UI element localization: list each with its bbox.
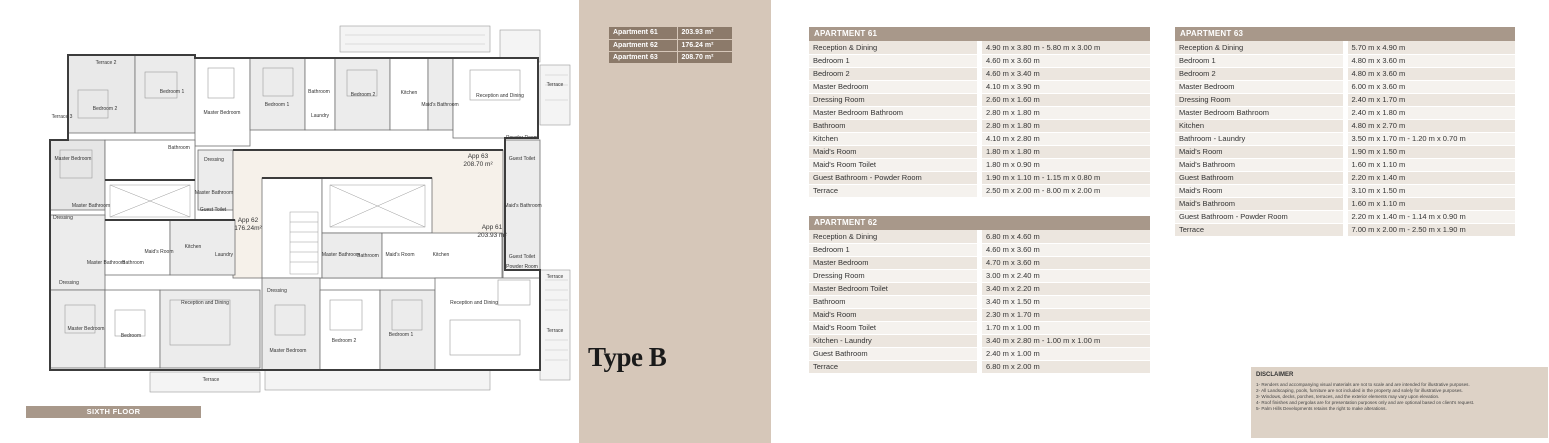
room-name: Master Bedroom Toilet — [809, 282, 980, 295]
apartment-61-table — [809, 27, 1150, 198]
room-name: Kitchen — [809, 132, 980, 145]
room-size: 1.80 m x 1.80 m — [980, 145, 1151, 158]
room-name: Bathroom - Laundry — [1175, 132, 1345, 145]
room-size-row — [809, 54, 1150, 67]
room-label: Terrace — [546, 82, 564, 88]
room-name: Maid's Room Toilet — [809, 321, 980, 334]
room-name: Terrace — [809, 360, 980, 373]
room-label: Kitchen — [184, 244, 202, 250]
room-label: Dressing — [267, 288, 287, 294]
room-label: Bathroom — [308, 89, 330, 95]
room-size-row — [1175, 132, 1515, 145]
room-size: 6.00 m x 3.60 m — [1345, 80, 1515, 93]
room-label: Guest Toilet — [199, 207, 227, 213]
room-size: 2.30 m x 1.70 m — [980, 308, 1151, 321]
room-size: 1.60 m x 1.10 m — [1345, 158, 1515, 171]
area-summary-panel — [579, 0, 771, 443]
disclaimer-line: 5- Palm Hills Developments retains the right to make alterations. — [1256, 406, 1387, 412]
room-name: Reception & Dining — [809, 41, 980, 54]
room-size: 2.60 m x 1.60 m — [980, 93, 1151, 106]
room-size: 2.50 m x 2.00 m - 8.00 m x 2.00 m — [980, 184, 1151, 197]
room-label: Master Bedroom — [67, 326, 105, 332]
room-size: 4.80 m x 3.60 m — [1345, 54, 1515, 67]
room-label: Powder Room — [506, 135, 538, 141]
room-label: Bathroom — [168, 145, 190, 151]
room-size: 4.60 m x 3.40 m — [980, 67, 1151, 80]
room-size: 4.10 m x 2.80 m — [980, 132, 1151, 145]
room-size-row — [1175, 171, 1515, 184]
room-name: Maid's Room — [809, 308, 980, 321]
app-62-area: 176.24m² — [234, 225, 262, 232]
room-label: Reception and Dining — [476, 93, 524, 99]
room-label: Dressing — [59, 280, 79, 286]
room-size: 3.50 m x 1.70 m - 1.20 m x 0.70 m — [1345, 132, 1515, 145]
area-summary-table — [609, 27, 732, 64]
room-size: 1.80 m x 0.90 m — [980, 158, 1151, 171]
room-size: 5.70 m x 4.90 m — [1345, 41, 1515, 54]
room-size-row — [809, 230, 1150, 243]
room-name: Bedroom 2 — [1175, 67, 1345, 80]
room-size-row — [1175, 145, 1515, 158]
room-size-row — [809, 256, 1150, 269]
area-apartment-name: Apartment 61 — [609, 27, 677, 39]
room-size-row — [1175, 54, 1515, 67]
room-size: 4.70 m x 3.60 m — [980, 256, 1151, 269]
floor-plan — [0, 0, 578, 443]
app-61-area: 203.93 m² — [477, 232, 507, 239]
room-size-row — [1175, 223, 1515, 236]
room-size: 2.40 m x 1.00 m — [980, 347, 1151, 360]
disclaimer-line: 2- All Landscaping, pools, furniture are not included in the property and solely for illustrative purposes. — [1256, 388, 1463, 394]
room-name: Master Bedroom — [809, 80, 980, 93]
room-size-row — [809, 184, 1150, 197]
apartment-62-title: APARTMENT 62 — [809, 216, 1150, 230]
room-name: Terrace — [809, 184, 980, 197]
room-size-row — [809, 347, 1150, 360]
room-label: Terrace 3 — [51, 114, 73, 120]
room-name: Bedroom 2 — [809, 67, 980, 80]
room-label: Bathroom — [122, 260, 144, 266]
room-label: Terrace — [546, 328, 564, 334]
room-size-row — [809, 360, 1150, 373]
room-size-row — [809, 106, 1150, 119]
room-size-row — [809, 158, 1150, 171]
area-apartment-name: Apartment 62 — [609, 39, 677, 51]
room-label: Master Bathroom — [194, 190, 234, 196]
room-size: 2.20 m x 1.40 m - 1.14 m x 0.90 m — [1345, 210, 1515, 223]
room-size-row — [809, 243, 1150, 256]
room-label: Reception and Dining — [450, 300, 498, 306]
floor-label: SIXTH FLOOR — [26, 406, 201, 418]
room-label: Kitchen — [432, 252, 450, 258]
room-size: 1.70 m x 1.00 m — [980, 321, 1151, 334]
room-name: Bedroom 1 — [809, 243, 980, 256]
room-size-row — [809, 269, 1150, 282]
room-size-row — [809, 171, 1150, 184]
area-row — [609, 27, 732, 39]
room-label: Master Bathroom — [71, 203, 111, 209]
apartment-63-title: APARTMENT 63 — [1175, 27, 1515, 41]
room-size-row — [809, 308, 1150, 321]
room-size: 1.90 m x 1.10 m - 1.15 m x 0.80 m — [980, 171, 1151, 184]
room-size: 4.90 m x 3.80 m - 5.80 m x 3.00 m — [980, 41, 1151, 54]
room-size-row — [809, 80, 1150, 93]
room-name: Dressing Room — [1175, 93, 1345, 106]
room-label: Laundry — [310, 113, 330, 119]
room-size: 2.80 m x 1.80 m — [980, 119, 1151, 132]
room-label: Terrace — [202, 377, 220, 383]
area-apartment-value: 203.93 m² — [677, 27, 732, 39]
room-name: Kitchen - Laundry — [809, 334, 980, 347]
room-size-row — [1175, 210, 1515, 223]
disclaimer-line: 1- Renders and accompanying visual materials are not to scale and are intended for illustrative purposes. — [1256, 382, 1470, 387]
room-label: Maid's Room — [385, 252, 415, 258]
room-name: Bathroom — [809, 295, 980, 308]
room-label: Reception and Dining — [181, 300, 229, 306]
floor-plan-drawing — [0, 0, 578, 443]
room-size-row — [809, 93, 1150, 106]
room-name: Maid's Bathroom — [1175, 158, 1345, 171]
room-size: 2.40 m x 1.70 m — [1345, 93, 1515, 106]
room-size: 4.80 m x 2.70 m — [1345, 119, 1515, 132]
room-name: Maid's Room — [809, 145, 980, 158]
room-label: Master Bedroom — [269, 348, 307, 354]
app-62-label: App 62 — [237, 217, 259, 224]
room-name: Guest Bathroom - Powder Room — [1175, 210, 1345, 223]
area-row — [609, 51, 732, 63]
room-label: Master Bedroom — [203, 110, 241, 116]
room-size: 1.60 m x 1.10 m — [1345, 197, 1515, 210]
room-size-row — [809, 282, 1150, 295]
type-title: Type B — [588, 342, 667, 372]
room-name: Bedroom 1 — [1175, 54, 1345, 67]
room-size-row — [809, 132, 1150, 145]
room-size: 2.80 m x 1.80 m — [980, 106, 1151, 119]
room-size: 3.00 m x 2.40 m — [980, 269, 1151, 282]
room-label: Terrace 2 — [95, 60, 117, 66]
room-size-row — [809, 67, 1150, 80]
room-size: 1.90 m x 1.50 m — [1345, 145, 1515, 158]
room-name: Kitchen — [1175, 119, 1345, 132]
room-size-row — [1175, 93, 1515, 106]
room-label: Dressing — [53, 215, 73, 221]
room-label: Laundry — [214, 252, 234, 258]
app-63-area: 208.70 m² — [463, 161, 493, 168]
room-label: Kitchen — [400, 90, 418, 96]
room-name: Guest Bathroom — [1175, 171, 1345, 184]
room-size: 4.60 m x 3.60 m — [980, 243, 1151, 256]
room-size-row — [809, 334, 1150, 347]
room-label: Guest Toilet — [508, 156, 536, 162]
room-name: Terrace — [1175, 223, 1345, 236]
room-size: 2.40 m x 1.80 m — [1345, 106, 1515, 119]
area-row — [609, 39, 732, 51]
room-label: Maid's Bathroom — [504, 203, 542, 209]
room-label: Guest Toilet — [508, 254, 536, 260]
room-size-row — [1175, 67, 1515, 80]
room-name: Reception & Dining — [1175, 41, 1345, 54]
room-name: Dressing Room — [809, 93, 980, 106]
room-label: Bedroom 2 — [350, 92, 376, 98]
room-size-row — [1175, 184, 1515, 197]
room-label: Bedroom 1 — [264, 102, 290, 108]
room-name: Master Bedroom Bathroom — [1175, 106, 1345, 119]
room-size-row — [1175, 80, 1515, 93]
room-name: Guest Bathroom — [809, 347, 980, 360]
room-size: 7.00 m x 2.00 m - 2.50 m x 1.90 m — [1345, 223, 1515, 236]
room-label: Bedroom 1 — [159, 89, 185, 95]
room-fills — [50, 55, 540, 370]
area-apartment-value: 208.70 m² — [677, 51, 732, 63]
app-63-label: App 63 — [467, 153, 489, 160]
room-label: Bedroom 2 — [92, 106, 118, 112]
room-name: Bedroom 1 — [809, 54, 980, 67]
room-name: Reception & Dining — [809, 230, 980, 243]
room-label: Powder Room — [506, 264, 538, 270]
room-label: Bedroom 2 — [331, 338, 357, 344]
apartment-61-title: APARTMENT 61 — [809, 27, 1150, 41]
apartment-63-table — [1175, 27, 1515, 237]
room-size-row — [809, 321, 1150, 334]
room-label: Maid's Bathroom — [421, 102, 459, 108]
room-size-row — [809, 295, 1150, 308]
room-size: 3.40 m x 2.80 m - 1.00 m x 1.00 m — [980, 334, 1151, 347]
room-name: Master Bedroom — [809, 256, 980, 269]
room-name: Maid's Bathroom — [1175, 197, 1345, 210]
room-name: Master Bedroom Bathroom — [809, 106, 980, 119]
room-label: Master Bedroom — [54, 156, 92, 162]
room-name: Dressing Room — [809, 269, 980, 282]
disclaimer-line: 4- Roof finishes and pergolas are for presentation purposes only and are optional based on client's request. — [1256, 400, 1475, 406]
room-size-row — [1175, 158, 1515, 171]
room-size: 3.10 m x 1.50 m — [1345, 184, 1515, 197]
room-label: Bathroom — [357, 253, 379, 259]
room-name: Maid's Room — [1175, 184, 1345, 197]
room-label: Dressing — [204, 157, 224, 163]
room-size: 3.40 m x 1.50 m — [980, 295, 1151, 308]
room-size: 2.20 m x 1.40 m — [1345, 171, 1515, 184]
room-size-row — [1175, 106, 1515, 119]
room-size: 4.80 m x 3.60 m — [1345, 67, 1515, 80]
area-apartment-value: 176.24 m² — [677, 39, 732, 51]
disclaimer-box — [1251, 367, 1548, 438]
room-size: 6.80 m x 4.60 m — [980, 230, 1151, 243]
room-size-row — [1175, 41, 1515, 54]
room-size-row — [1175, 119, 1515, 132]
room-name: Guest Bathroom - Powder Room — [809, 171, 980, 184]
room-label: Maid's Room — [144, 249, 174, 255]
room-size: 3.40 m x 2.20 m — [980, 282, 1151, 295]
room-name: Bathroom — [809, 119, 980, 132]
room-size-row — [809, 145, 1150, 158]
room-name: Maid's Room Toilet — [809, 158, 980, 171]
room-size: 4.10 m x 3.90 m — [980, 80, 1151, 93]
disclaimer-line: 3- Windows, decks, porches, terraces, and the exterior elements may vary upon elevation. — [1256, 394, 1440, 400]
room-size-row — [809, 41, 1150, 54]
room-name: Master Bedroom — [1175, 80, 1345, 93]
room-label: Master Bathroom — [321, 252, 361, 258]
room-label: Terrace — [546, 274, 564, 280]
room-size-row — [809, 119, 1150, 132]
area-apartment-name: Apartment 63 — [609, 51, 677, 63]
room-name: Maid's Room — [1175, 145, 1345, 158]
room-size: 6.80 m x 2.00 m — [980, 360, 1151, 373]
app-61-label: App 61 — [481, 224, 503, 231]
room-label: Master Bathroom — [86, 260, 126, 266]
disclaimer-title: DISCLAIMER — [1256, 372, 1294, 378]
room-size: 4.60 m x 3.60 m — [980, 54, 1151, 67]
room-label: Bedroom — [120, 333, 142, 339]
apartment-62-table — [809, 216, 1150, 374]
room-label: Bedroom 1 — [388, 332, 414, 338]
room-size-row — [1175, 197, 1515, 210]
